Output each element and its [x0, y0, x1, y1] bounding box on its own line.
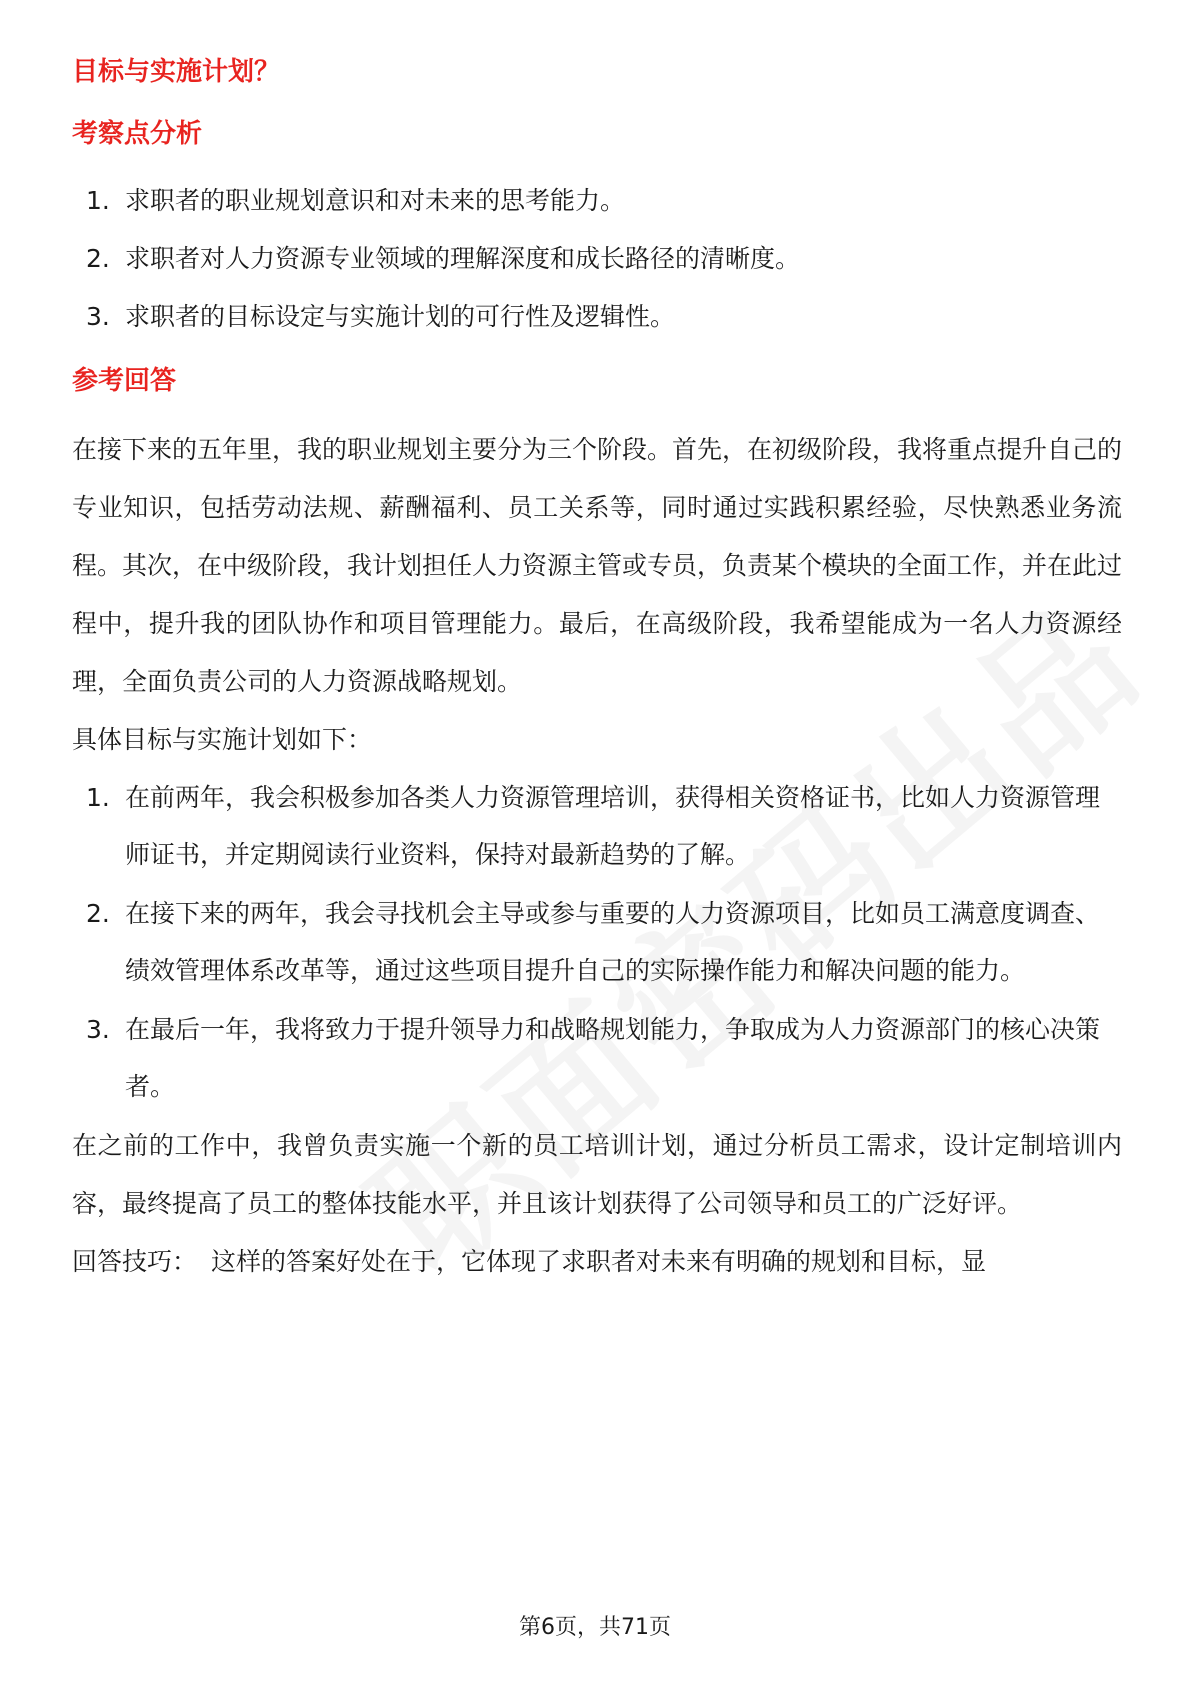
list-item-text: 在接下来的两年，我会寻找机会主导或参与重要的人力资源项目，比如员工满意度调查、绩效管理体系改革等，通过这些项目提升自己的实际操作能力和解决问题的能力。: [125, 899, 1101, 985]
answer-heading: 参考回答: [72, 366, 177, 396]
analysis-heading: 考察点分析: [72, 119, 203, 149]
list-number: 2.: [86, 244, 110, 273]
list-item: [72, 769, 1122, 883]
list-item-text: 求职者对人力资源专业领域的理解深度和成长路径的清晰度。: [125, 244, 801, 273]
page-content: [72, 52, 1122, 1291]
page-number-footer: 第6页，共71页: [519, 1615, 671, 1640]
list-item: [72, 885, 1122, 999]
list-item-text: 在前两年，我会积极参加各类人力资源管理培训，获得相关资格证书，比如人力资源管理师证书，并定期阅读行业资料，保持对最新趋势的了解。: [125, 783, 1101, 869]
analysis-list: [72, 172, 1122, 345]
list-item: [72, 172, 1122, 229]
answer-intro-paragraph: 在接下来的五年里，我的职业规划主要分为三个阶段。首先，在初级阶段，我将重点提升自己的专业知识，包括劳动法规、薪酬福利、员工关系等，同时通过实践积累经验，尽快熟悉业务流程。其次，在中级阶段，我计划担任人力资源主管或专员，负责某个模块的全面工作，并在此过程中，提升我的团队协作和项目管理能力。最后，在高级阶段，我希望能成为一名人力资源经理，全面负责公司的人力资源战略规划。: [72, 435, 1123, 696]
list-item: [72, 1001, 1122, 1115]
list-item-text: 求职者的目标设定与实施计划的可行性及逻辑性。: [125, 302, 676, 331]
list-item-text: 求职者的职业规划意识和对未来的思考能力。: [125, 186, 626, 215]
tip-text: 这样的答案好处在于，它体现了求职者对未来有明确的规划和目标，显: [211, 1247, 987, 1276]
list-item-text: 在最后一年，我将致力于提升领导力和战略规划能力，争取成为人力资源部门的核心决策者。: [125, 1015, 1101, 1101]
question-title: 目标与实施计划？: [72, 57, 281, 87]
tip-label: 回答技巧：: [72, 1247, 198, 1276]
list-item: [72, 230, 1122, 287]
list-item: [72, 288, 1122, 345]
plan-intro-paragraph: 具体目标与实施计划如下：: [72, 725, 373, 754]
list-number: 2.: [86, 899, 110, 928]
answer-tip: [72, 1233, 1122, 1291]
plan-list: [72, 769, 1122, 1115]
list-number: 1.: [86, 186, 110, 215]
experience-paragraph: 在之前的工作中，我曾负责实施一个新的员工培训计划，通过分析员工需求，设计定制培训内容，最终提高了员工的整体技能水平，并且该计划获得了公司领导和员工的广泛好评。: [72, 1131, 1122, 1218]
list-number: 3.: [86, 1015, 110, 1044]
list-number: 1.: [86, 783, 110, 812]
list-number: 3.: [86, 302, 110, 331]
